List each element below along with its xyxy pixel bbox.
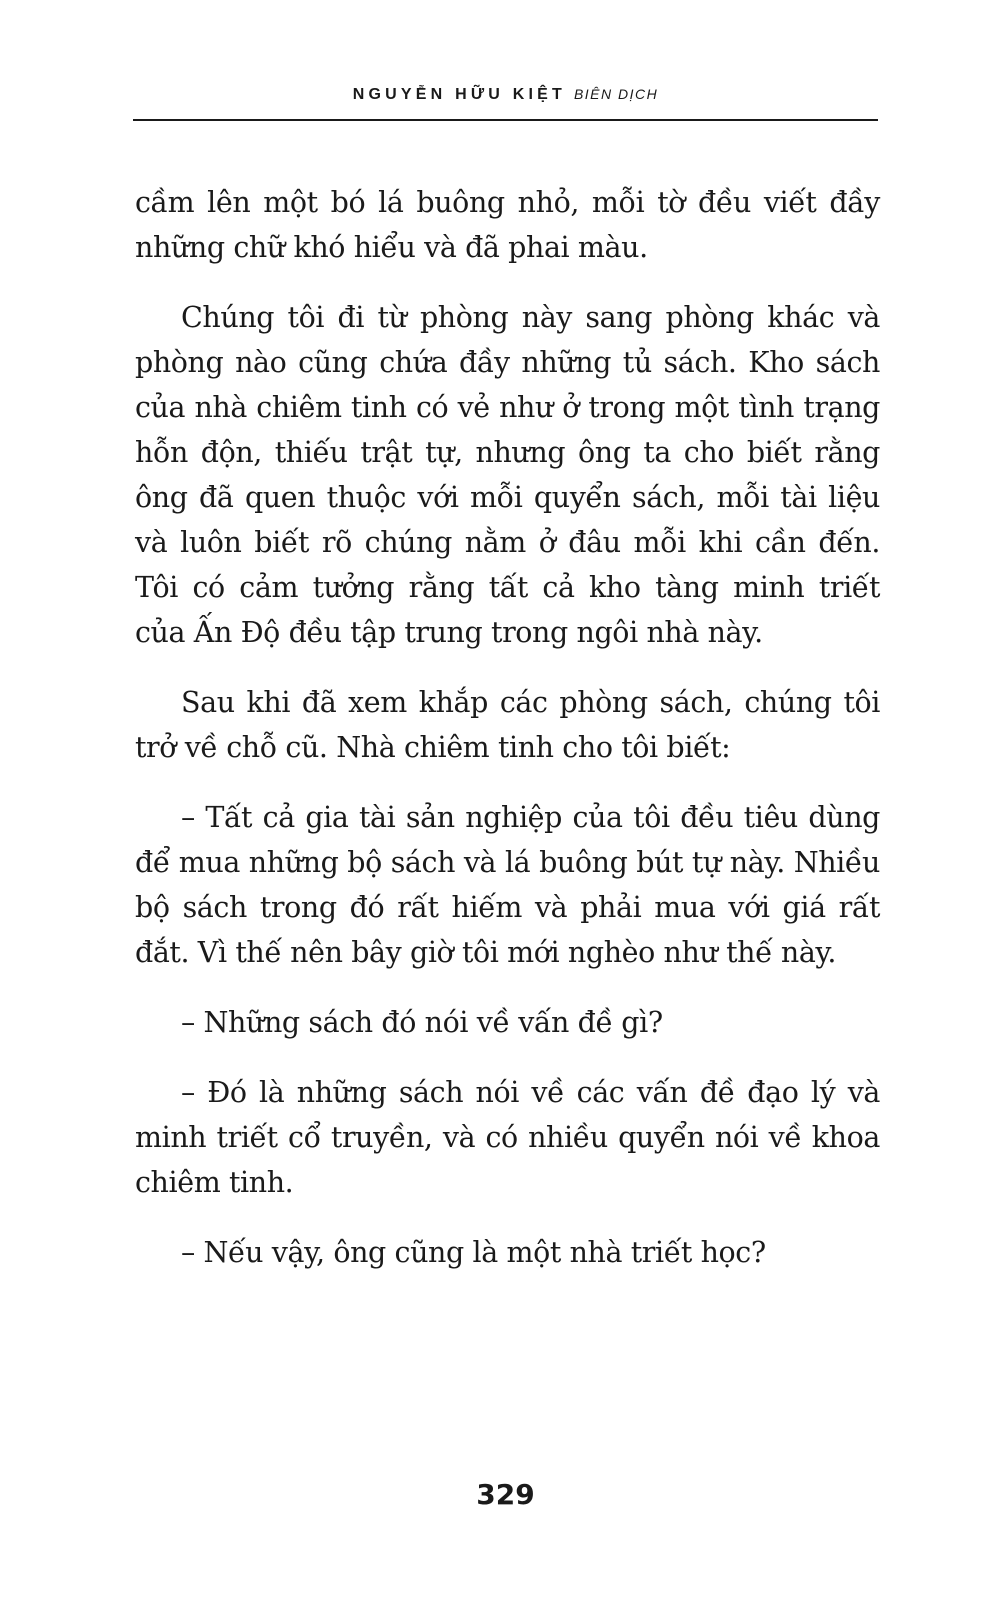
page-number: 329 <box>476 1478 535 1511</box>
dialogue-paragraph: – Đó là những sách nói về các vấn đề đạo lý và minh triết cổ truyền, và có nhiều quyển nói về khoa chiêm tinh. <box>135 1076 880 1199</box>
body-text <box>135 180 880 1300</box>
paragraph: Sau khi đã xem khắp các phòng sách, chúng tôi trở về chỗ cũ. Nhà chiêm tinh cho tôi biết: <box>135 686 880 764</box>
running-header <box>133 86 878 104</box>
header-role: BIÊN DỊCH <box>573 86 659 102</box>
paragraph-continuation: cầm lên một bó lá buông nhỏ, mỗi tờ đều viết đầy những chữ khó hiểu và đã phai màu. <box>135 186 880 264</box>
dialogue-paragraph: – Nếu vậy, ông cũng là một nhà triết học? <box>181 1236 766 1269</box>
paragraph: Chúng tôi đi từ phòng này sang phòng khác và phòng nào cũng chứa đầy những tủ sách. Kho sách của nhà chiêm tinh có vẻ như ở trong một tình trạng hỗn độn, thiếu trật tự, nhưng ông ta cho biết rằng ông đã quen thuộc với mỗi quyển sách, mỗi tài liệu và luôn biết rõ chúng nằm ở đâu mỗi khi cần đến. Tôi có cảm tưởng rằng tất cả kho tàng minh triết của Ấn Độ đều tập trung trong ngôi nhà này. <box>135 301 880 649</box>
header-author: NGUYỄN HỮU KIỆT <box>352 86 566 103</box>
dialogue-paragraph: – Những sách đó nói về vấn đề gì? <box>181 1006 663 1039</box>
header-divider <box>133 119 878 121</box>
dialogue-paragraph: – Tất cả gia tài sản nghiệp của tôi đều tiêu dùng để mua những bộ sách và lá buông bút tự này. Nhiều bộ sách trong đó rất hiếm và phải mua với giá rất đắt. Vì thế nên bây giờ tôi mới nghèo như thế này. <box>135 801 880 969</box>
